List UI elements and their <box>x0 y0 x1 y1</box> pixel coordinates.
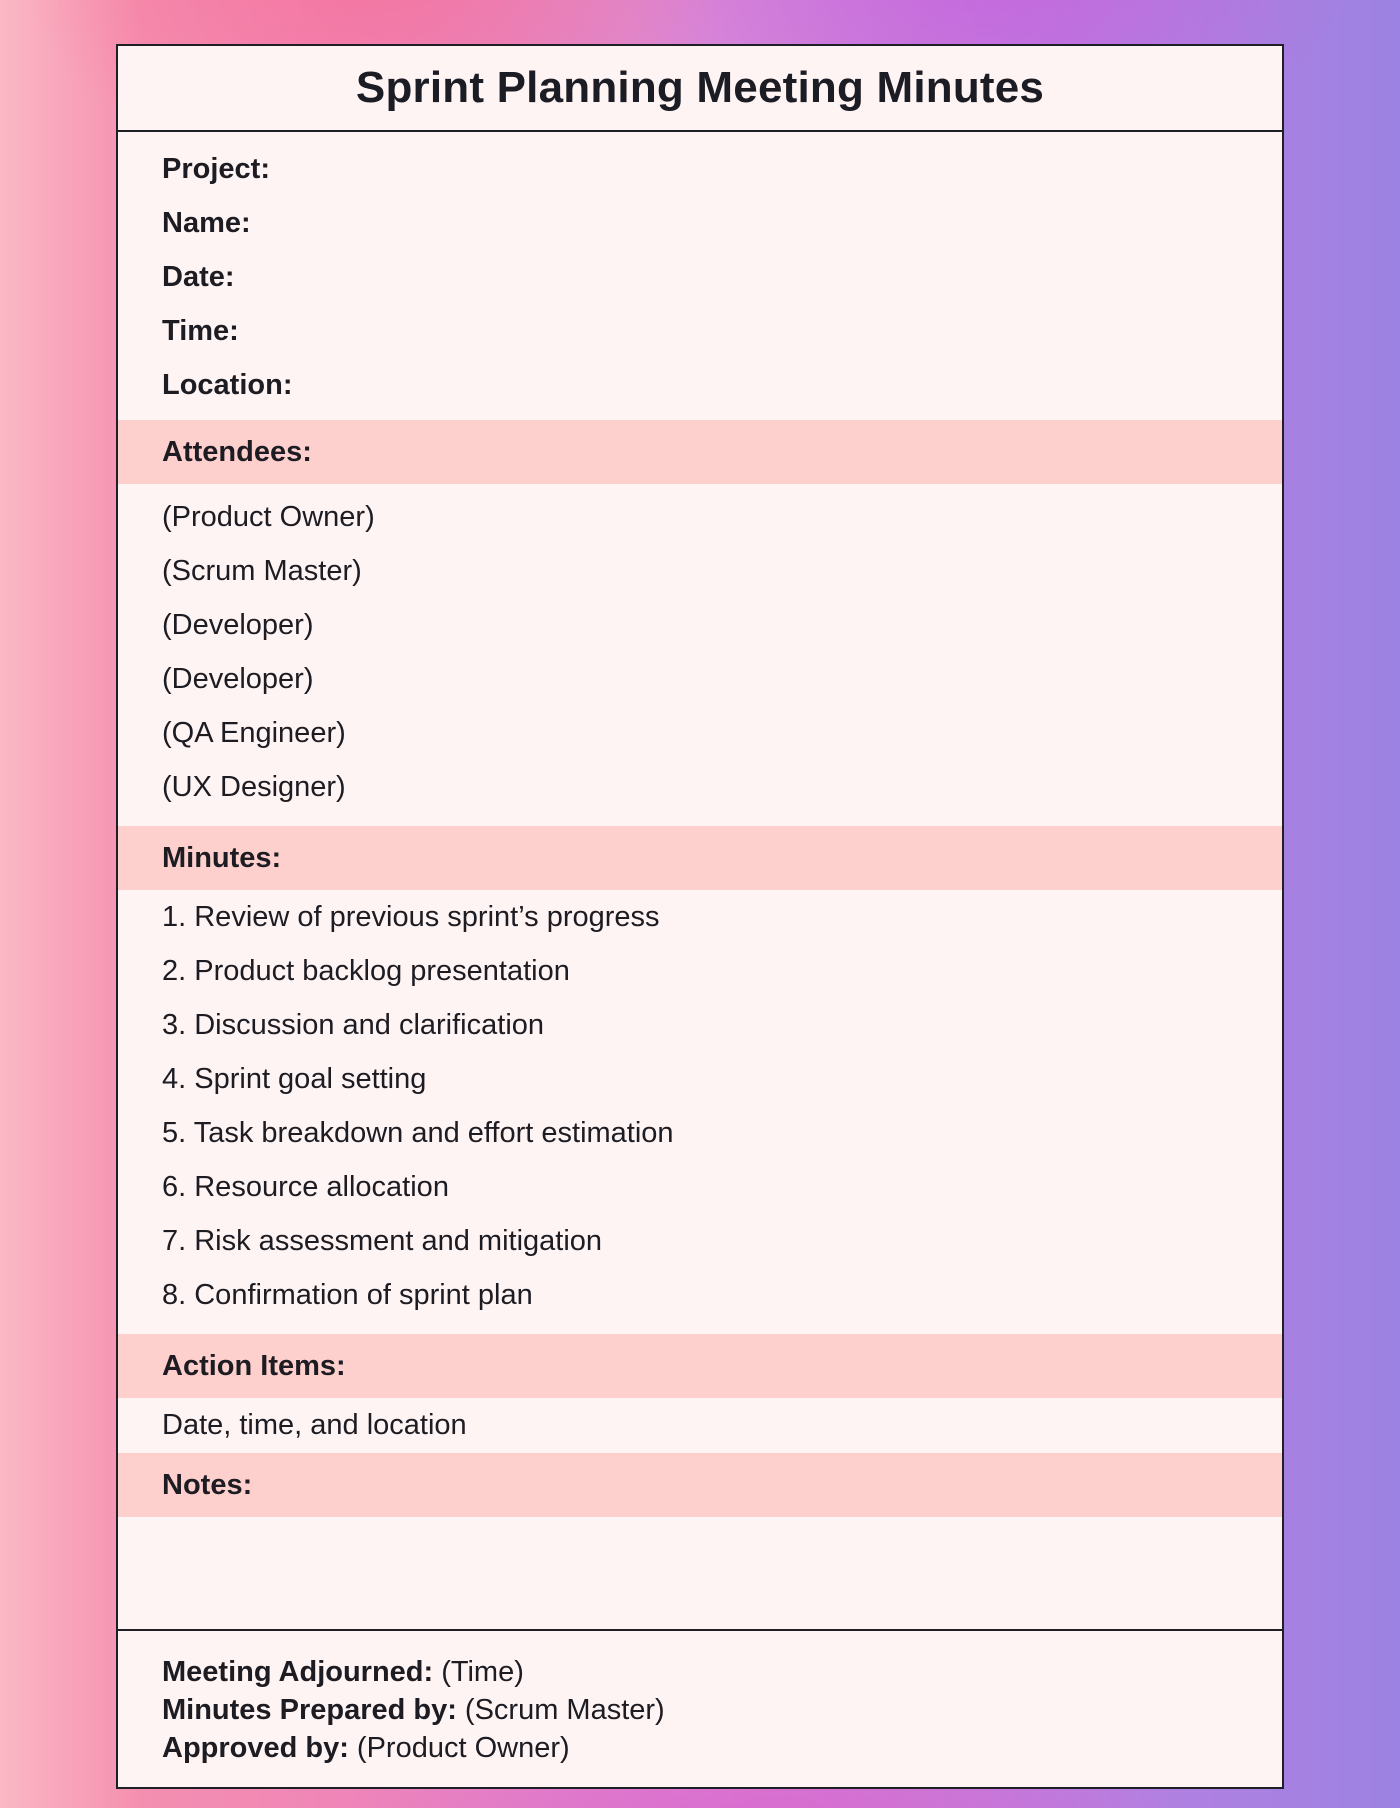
minute-item: 5. Task breakdown and effort estimation <box>162 1116 674 1149</box>
minutes-list <box>118 890 1282 1334</box>
attendee-item: (Developer) <box>162 662 314 695</box>
adjourned-value: (Time) <box>441 1655 524 1688</box>
document-title: Sprint Planning Meeting Minutes <box>355 63 1045 112</box>
attendee-item: (Developer) <box>162 608 314 641</box>
adjourned-row <box>162 1653 1282 1691</box>
project-label: Project: <box>162 152 270 185</box>
minute-item: 6. Resource allocation <box>162 1170 449 1203</box>
date-label: Date: <box>162 260 235 293</box>
minute-item: 7. Risk assessment and mitigation <box>162 1224 603 1257</box>
attendee-item: (UX Designer) <box>162 770 346 803</box>
attendees-header: Attendees: <box>118 420 1282 484</box>
footer <box>118 1629 1282 1767</box>
title-bar <box>118 46 1282 132</box>
action-items-text: Date, time, and location <box>162 1409 467 1441</box>
minutes-document <box>116 44 1284 1789</box>
meeting-info <box>118 132 1282 420</box>
time-label: Time: <box>162 314 239 347</box>
minute-item: 8. Confirmation of sprint plan <box>162 1278 533 1311</box>
prepared-label: Minutes Prepared by: <box>162 1693 457 1726</box>
minute-item: 1. Review of previous sprint’s progress <box>162 900 660 933</box>
notes-area <box>118 1517 1282 1629</box>
minute-item: 4. Sprint goal setting <box>162 1062 427 1095</box>
approved-row <box>162 1729 1282 1767</box>
action-items-header: Action Items: <box>118 1334 1282 1398</box>
prepared-value: (Scrum Master) <box>464 1693 665 1726</box>
location-field <box>162 358 1282 412</box>
attendees-list <box>118 484 1282 826</box>
approved-value: (Product Owner) <box>356 1731 570 1764</box>
date-field <box>162 250 1282 304</box>
minute-item: 3. Discussion and clarification <box>162 1008 545 1041</box>
minutes-header: Minutes: <box>118 826 1282 890</box>
notes-header: Notes: <box>118 1453 1282 1517</box>
adjourned-label: Meeting Adjourned: <box>162 1655 434 1688</box>
name-field <box>162 196 1282 250</box>
name-label: Name: <box>162 206 251 239</box>
location-label: Location: <box>162 368 293 401</box>
minute-item: 2. Product backlog presentation <box>162 954 570 987</box>
time-field <box>162 304 1282 358</box>
prepared-row <box>162 1691 1282 1729</box>
attendee-item: (Product Owner) <box>162 500 375 533</box>
attendee-item: (Scrum Master) <box>162 554 362 587</box>
project-field <box>162 142 1282 196</box>
attendee-item: (QA Engineer) <box>162 716 346 749</box>
approved-label: Approved by: <box>162 1731 349 1764</box>
